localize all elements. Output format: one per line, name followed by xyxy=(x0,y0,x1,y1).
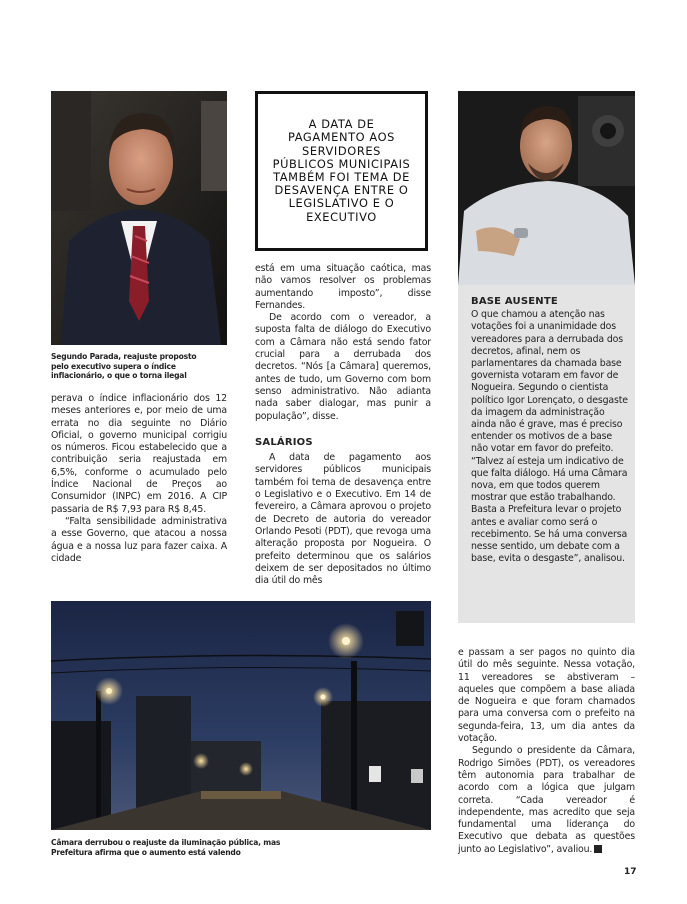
body-paragraph xyxy=(458,745,635,856)
sidebar-heading: BASE AUSENTE xyxy=(471,296,558,307)
street-caption: Câmara derrubou o reajuste da iluminação pública, mas Prefeitura afirma que o aumento está valendo xyxy=(51,838,281,857)
body-paragraph: “Falta sensibilidade administrativa a esse Governo, que atacou a nossa água e a nossa luz para fazer caixa. A cidade xyxy=(51,515,227,564)
column-3 xyxy=(458,647,635,856)
pull-quote: A DATA DE PAGAMENTO AOS SERVIDORES PÚBLICOS MUNICIPAIS TAMBÉM FOI TEMA DE DESAVENÇA ENTRE O LEGISLATIVO E O EXECUTIVO xyxy=(255,91,428,251)
body-paragraph: perava o índice inflacionário dos 12 meses anteriores e, por meio de uma errata no dia seguinte no Diário Oficial, o governo municipal corrigiu os números. Ficou estabelecido que a contribuição seria reajustada em 6,5%, conforme o acumulado pelo Índice Nacional de Preços ao Consumidor (INPC) em 2016. A CIP passaria de R$ 7,93 para R$ 8,45. xyxy=(51,393,227,515)
parada-caption: Segundo Parada, reajuste proposto pelo executivo supera o índice inflacionário, o que o torna ilegal xyxy=(51,352,197,381)
body-paragraph-text: Segundo o presidente da Câmara, Rodrigo Simões (PDT), os vereadores têm autonomia para trabalhar de acordo com a lógica que julgam correta. “Cada vereador é independente, mas acredito que seja fundamental uma liderança do Executivo que debata as questões junto ao Legislativo”, avaliou. xyxy=(458,745,635,855)
end-mark-icon xyxy=(594,845,602,853)
lorencato-photo xyxy=(458,91,635,285)
sidebar-base-ausente xyxy=(458,285,635,623)
body-paragraph: e passam a ser pagos no quinto dia útil do mês seguinte. Nessa votação, 11 vereadores se abstiveram – aqueles que compõem a base aliada de Nogueira e que foram chamados para uma conversa com o prefeito na segunda-feira, 13, um dia antes da votação. xyxy=(458,647,635,745)
section-heading: SALÁRIOS xyxy=(255,436,313,448)
column-1 xyxy=(51,393,227,565)
page-number: 17 xyxy=(624,867,637,877)
column-2 xyxy=(255,263,431,587)
street-photo xyxy=(51,601,431,830)
sidebar-paragraph: O que chamou a atenção nas votações foi a unanimidade dos vereadores para a derrubada dos decretos, afinal, nem os parlamentares da chamada base governista votaram em favor de Nogueira. Segundo o cientista político Igor Lorençato, o desgaste da imagem da administração ainda não é grave, mas é preciso entender os motivos de a base não votar em favor do prefeito. xyxy=(471,309,628,455)
body-paragraph: De acordo com o vereador, a suposta falta de diálogo do Executivo com a Câmara não está sendo fator crucial para a derrubada dos decretos. “Nós [a Câmara] queremos, antes de tudo, um Governo com bom senso administrativo. Não adianta nada saber dialogar, mas punir a população”, disse. xyxy=(255,312,431,422)
sidebar-paragraph: “Talvez aí esteja um indicativo de que falta diálogo. Há uma Câmara nova, em que todos querem mostrar que estão trabalhando. Basta a Prefeitura levar o projeto antes e avaliar como será o recebimento. Se há uma conversa nesse sentido, um debate com a base, evita o desgaste”, analisou. xyxy=(471,455,628,565)
parada-photo xyxy=(51,91,227,345)
body-paragraph: A data de pagamento aos servidores públicos municipais também foi tema de desavença entre o Legislativo e o Executivo. Em 14 de fevereiro, a Câmara aprovou o projeto de Decreto de autoria do vereador Orlando Pesoti (PDT), que revoga uma alteração proposta por Nogueira. O prefeito determinou que os salários deixem de ser depositados no último dia útil do mês xyxy=(255,452,431,587)
body-paragraph: está em uma situação caótica, mas não vamos resolver os problemas aumentando imposto”, disse Fernandes. xyxy=(255,263,431,311)
